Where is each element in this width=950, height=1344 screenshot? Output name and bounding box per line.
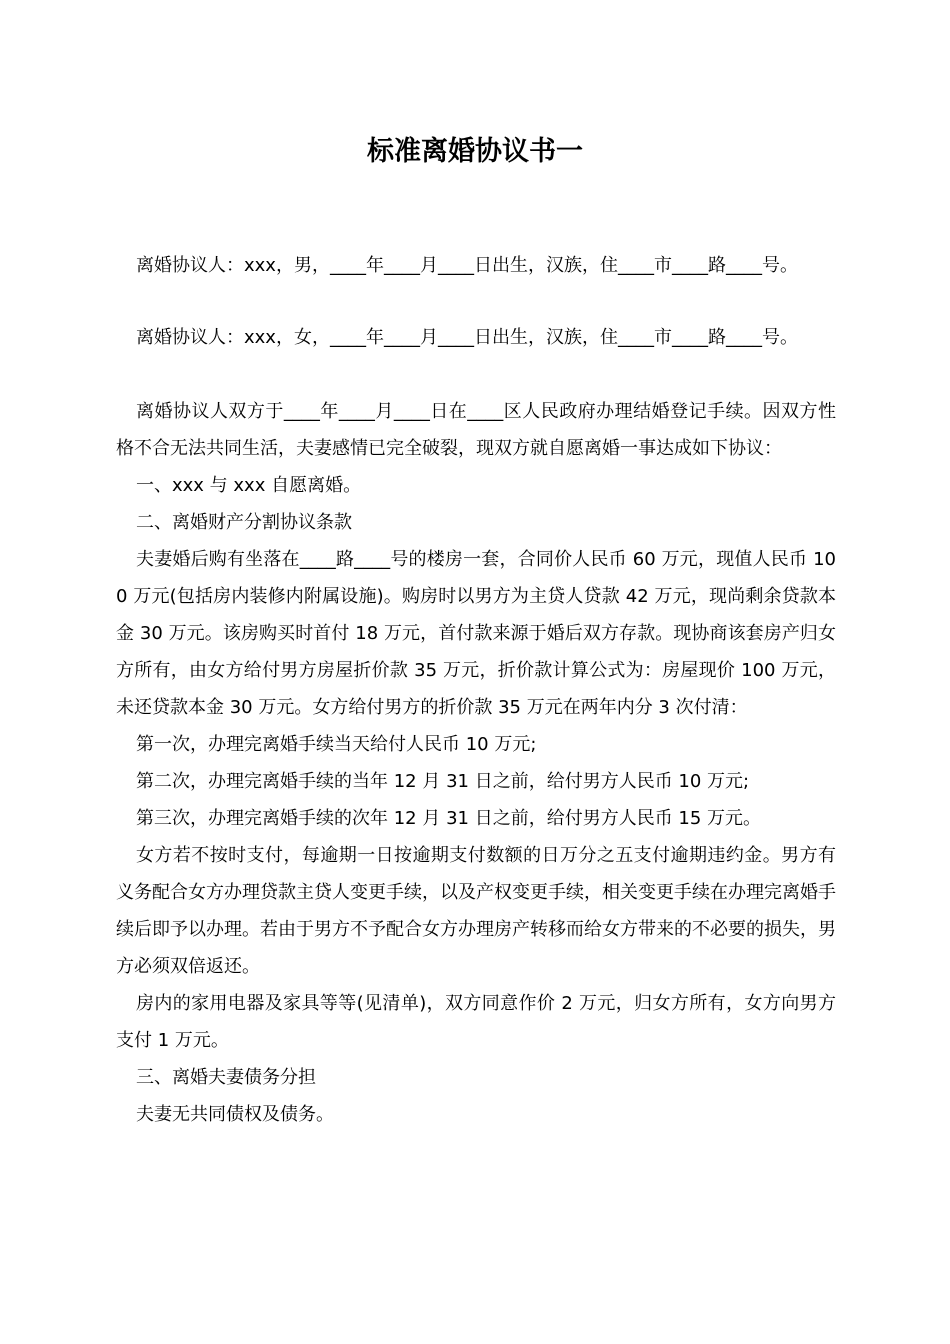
payment-third: 第三次，办理完离婚手续的次年 12 月 31 日之前，给付男方人民币 15 万元。 <box>136 808 762 829</box>
party-1-line: 离婚协议人：xxx，男，____年____月____日出生，汉族，住____市____路____号。 <box>136 255 798 276</box>
paragraph-debts: 夫妻无共同债权及债务。 <box>136 1104 334 1125</box>
party-2-section <box>116 319 836 356</box>
clause-heading-1: 一、xxx 与 xxx 自愿离婚。 <box>136 475 362 496</box>
paragraph-penalty: 女方若不按时支付，每逾期一日按逾期支付数额的日万分之五支付逾期违约金。男方有义务配合女方办理贷款主贷人变更手续，以及产权变更手续，相关变更手续在办理完离婚手续后即予以办理。若由于男方不予配合女方办理房产转移而给女方带来的不必要的损失，男方必须双倍返还。 <box>116 845 836 977</box>
agreement-body <box>116 393 836 1133</box>
clause-heading-3: 三、离婚夫妻债务分担 <box>136 1067 316 1088</box>
paragraph-intro: 离婚协议人双方于____年____月____日在____区人民政府办理结婚登记手续。因双方性格不合无法共同生活，夫妻感情已完全破裂，现双方就自愿离婚一事达成如下协议： <box>116 401 836 459</box>
paragraph-furniture: 房内的家用电器及家具等等(见清单)，双方同意作价 2 万元，归女方所有，女方向男方支付 1 万元。 <box>116 993 836 1051</box>
party-2-line: 离婚协议人：xxx，女，____年____月____日出生，汉族，住____市____路____号。 <box>136 327 798 348</box>
party-1-section <box>116 247 836 284</box>
clause-heading-2: 二、离婚财产分割协议条款 <box>136 512 352 533</box>
payment-first: 第一次，办理完离婚手续当天给付人民币 10 万元; <box>136 734 537 755</box>
paragraph-property: 夫妻婚后购有坐落在____路____号的楼房一套，合同价人民币 60 万元，现值人民币 100 万元(包括房内装修内附属设施)。购房时以男方为主贷人贷款 42 万元，现尚剩余贷款本金 30 万元。该房购买时首付 18 万元，首付款来源于婚后双方存款。现协商该套房产归女方所有，由女方给付男方房屋折价款 35 万元，折价款计算公式为：房屋现价 100 万元，未还贷款本金 30 万元。女方给付男方的折价款 35 万元在两年内分 3 次付清： <box>116 549 837 718</box>
payment-second: 第二次，办理完离婚手续的当年 12 月 31 日之前，给付男方人民币 10 万元; <box>136 771 750 792</box>
document-title: 标准离婚协议书一 <box>367 136 583 167</box>
